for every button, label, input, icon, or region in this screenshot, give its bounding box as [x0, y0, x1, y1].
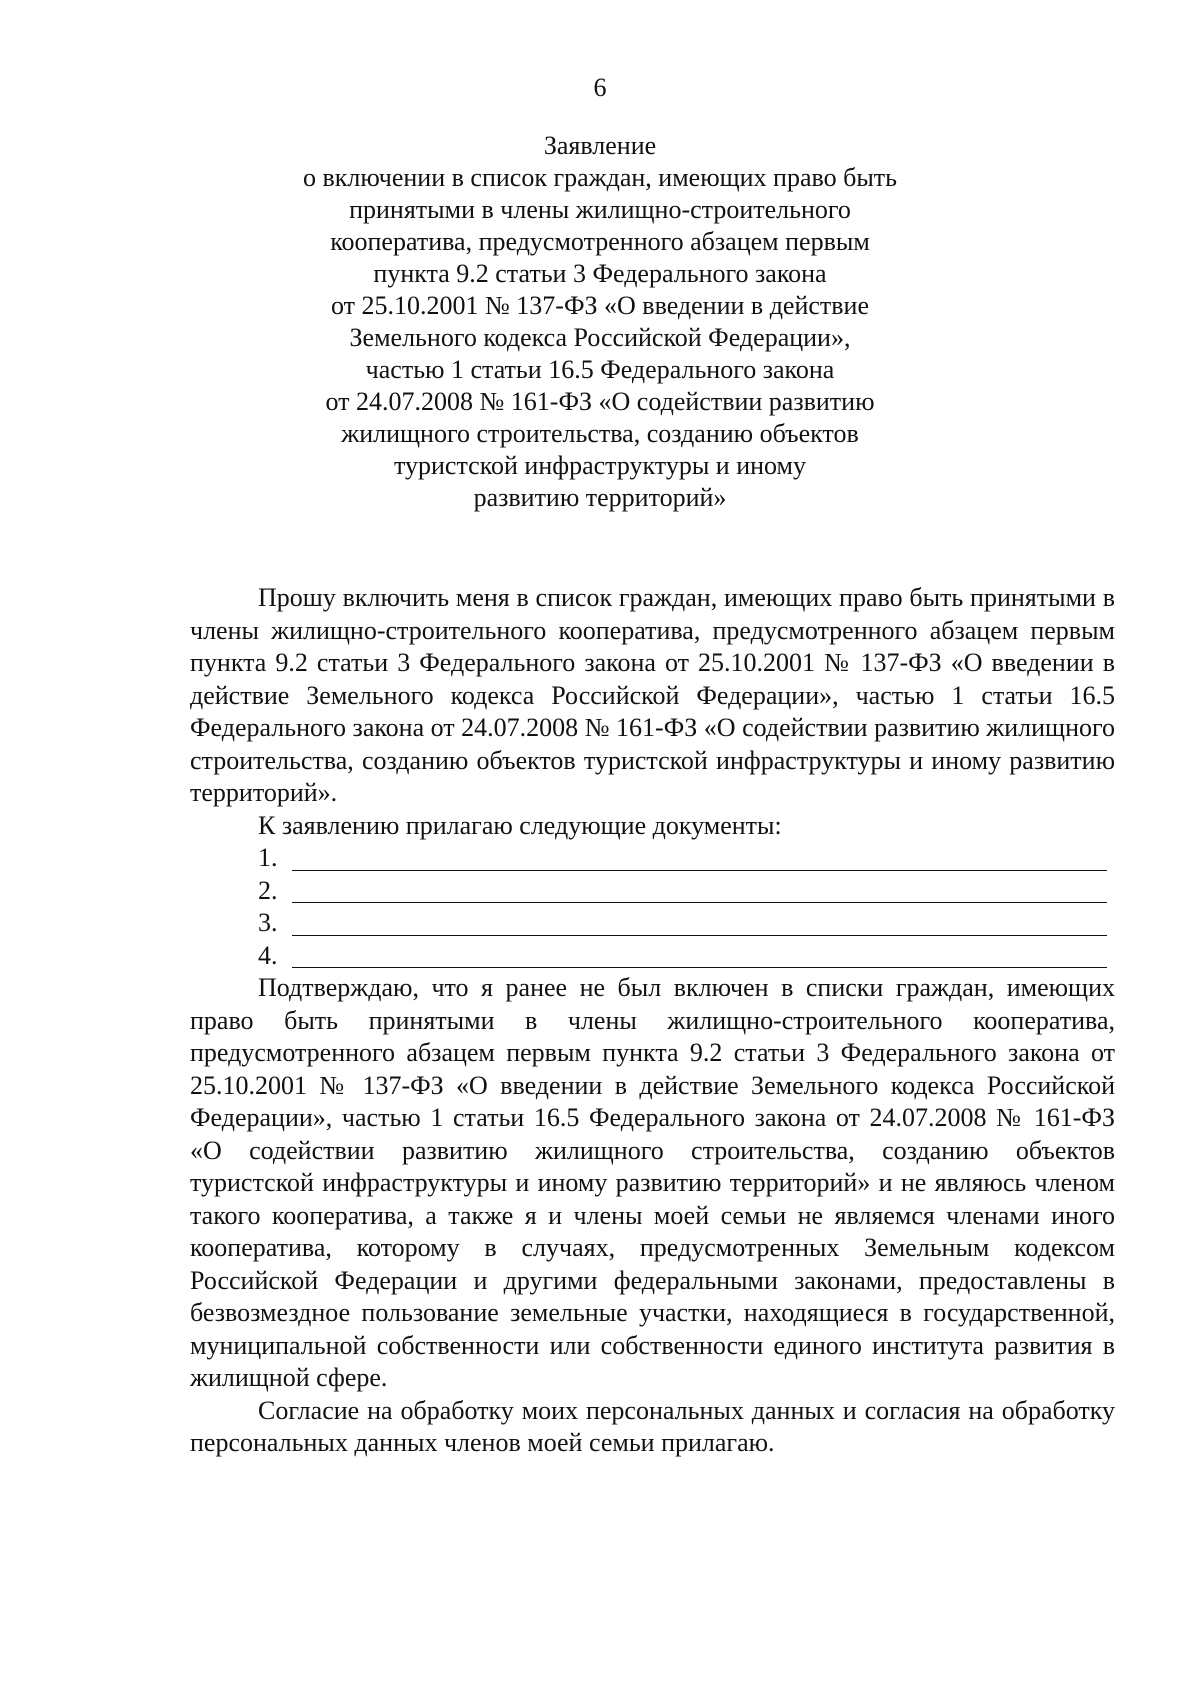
attachment-item: [190, 842, 1115, 875]
consent-paragraph: Согласие на обработку моих персональных данных и согласия на обработку персональных данных членов моей семьи прилагаю.: [190, 1395, 1115, 1457]
attachment-blank-field[interactable]: [292, 878, 1107, 903]
attachment-number: 4.: [258, 940, 278, 970]
attachment-blank-field[interactable]: [292, 911, 1107, 936]
attachment-item: [190, 875, 1115, 908]
title-line: частью 1 статьи 16.5 Федерального закона: [365, 355, 835, 384]
attachment-number: 1.: [258, 843, 278, 872]
document-title: [0, 130, 1200, 514]
title-line: кооператива, предусмотренного абзацем первым: [330, 227, 870, 256]
title-line: от 25.10.2001 № 137-ФЗ «О введении в действие: [330, 291, 870, 320]
title-line: принятыми в члены жилищно-строительного: [349, 195, 851, 224]
title-line: пункта 9.2 статьи 3 Федерального закона: [373, 259, 827, 288]
request-paragraph: Прошу включить меня в список граждан, имеющих право быть принятыми в члены жилищно-строительного кооператива, предусмотренного абзацем первым пункта 9.2 статьи 3 Федерального закона от 25.10.2001 № 137-ФЗ «О введении в действие Земельного кодекса Российской Федерации», частью 1 статьи 16.5 Федерального закона от 24.07.2008 № 161-ФЗ «О содействии развитию жилищного строительства, созданию объектов туристской инфраструктуры и иному развитию территорий».: [190, 583, 1115, 807]
title-heading: Заявление: [543, 131, 657, 160]
attachment-number: 3.: [258, 908, 278, 937]
document-body: [190, 582, 1115, 1460]
attachment-blank-field[interactable]: [292, 943, 1107, 968]
title-line: Земельного кодекса Российской Федерации»,: [349, 323, 851, 352]
title-line: развитию территорий»: [473, 483, 727, 512]
attachment-item: [190, 907, 1115, 940]
title-line: туристской инфраструктуры и иному: [394, 451, 806, 480]
attachment-item: [190, 940, 1115, 973]
attachment-blank-field[interactable]: [292, 846, 1107, 871]
confirmation-paragraph: Подтверждаю, что я ранее не был включен в списки граждан, имеющих право быть принятыми в члены жилищно-строительного кооператива, предусмотренного абзацем первым пункта 9.2 статьи 3 Федерального закона от 25.10.2001 № 137-ФЗ «О введении в действие Земельного кодекса Российской Федерации», частью 1 статьи 16.5 Федерального закона от 24.07.2008 № 161-ФЗ «О содействии развитию жилищного строительства, созданию объектов туристской инфраструктуры и иному развитию территорий» и не являюсь членом такого кооператива, а также я и члены моей семьи не являемся членами иного кооператива, которому в случаях, предусмотренных Земельным кодексом Российской Федерации и другими федеральными законами, предоставлены в безвозмездное пользование земельные участки, находящиеся в государственной, муниципальной собственности или собственности единого института развития в жилищной сфере.: [190, 973, 1115, 1392]
attachment-number: 2.: [258, 875, 278, 905]
title-line: жилищного строительства, созданию объектов: [341, 419, 859, 448]
title-line: о включении в список граждан, имеющих право быть: [302, 163, 898, 192]
attachments-intro: К заявлению прилагаю следующие документы:: [258, 810, 782, 840]
page-number: 6: [593, 73, 607, 102]
title-line: от 24.07.2008 № 161-ФЗ «О содействии развитию: [325, 387, 875, 416]
